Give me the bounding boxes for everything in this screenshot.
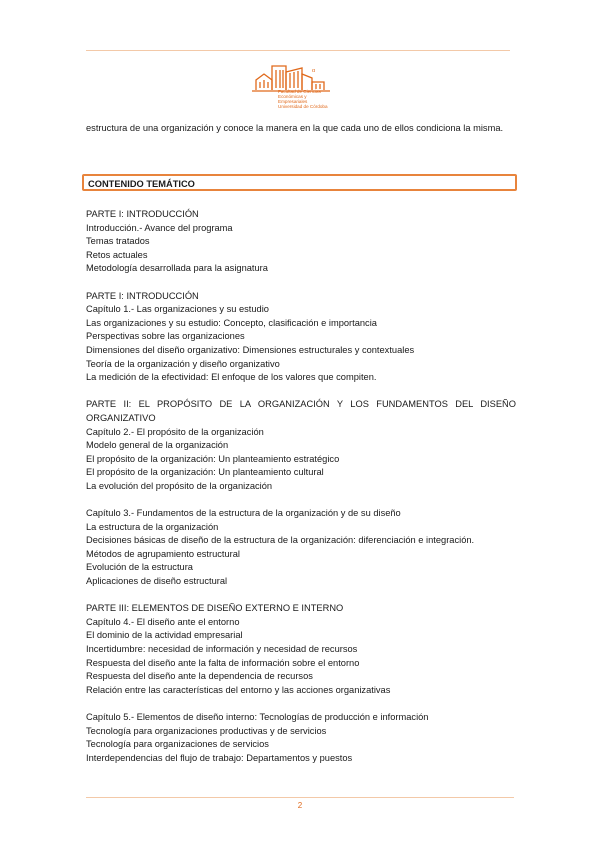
toc-line: Capítulo 3.- Fundamentos de la estructura de la organización y de su diseño bbox=[86, 508, 401, 519]
toc-line: Capítulo 4.- El diseño ante el entorno bbox=[86, 616, 240, 627]
intro-paragraph: estructura de una organización y conoce la manera en la que cada uno de ellos condiciona la misma. bbox=[86, 123, 504, 133]
toc-line: La estructura de la organización bbox=[86, 521, 219, 532]
toc-line: Temas tratados bbox=[86, 236, 150, 247]
toc-line: PARTE I: INTRODUCCIÓN bbox=[86, 209, 199, 219]
toc-line: Retos actuales bbox=[86, 249, 148, 260]
toc-line: Incertidumbre: necesidad de información y necesidad de recursos bbox=[86, 644, 358, 654]
header-divider bbox=[86, 50, 510, 51]
svg-text:α: α bbox=[312, 68, 316, 74]
toc-line: Capítulo 1.- Las organizaciones y su estudio bbox=[86, 304, 269, 315]
toc-line: PARTE III: ELEMENTOS DE DISEÑO EXTERNO E INTERNO bbox=[86, 603, 344, 614]
section-title: CONTENIDO TEMÁTICO bbox=[88, 179, 195, 189]
block-spacer bbox=[86, 276, 516, 290]
toc-line: Tecnología para organizaciones de servicios bbox=[86, 739, 269, 750]
toc-line: Teoría de la organización y diseño organizativo bbox=[86, 358, 280, 369]
toc-line: Decisiones básicas de diseño de la estructura de la organización: diferenciación e integración. bbox=[86, 535, 475, 546]
logo-text-line: Económicas y Empresariales bbox=[278, 94, 308, 104]
toc-line: Interdependencias del flujo de trabajo: Departamentos y puestos bbox=[86, 752, 353, 763]
logo-text bbox=[278, 89, 336, 109]
toc-line: Introducción.- Avance del programa bbox=[86, 222, 233, 233]
toc-line: Tecnología para organizaciones productivas y de servicios bbox=[86, 725, 327, 736]
faculty-logo bbox=[250, 60, 336, 114]
toc-line: El propósito de la organización: Un planteamiento cultural bbox=[86, 467, 324, 478]
part-heading: PARTE II: EL PROPÓSITO DE LA ORGANIZACIÓN Y LOS FUNDAMENTOS DEL DISEÑO ORGANIZATIVO bbox=[86, 399, 516, 423]
block-spacer bbox=[86, 589, 516, 603]
toc-line: Evolución de la estructura bbox=[86, 562, 193, 573]
toc-line: Relación entre las características del entorno y las acciones organizativas bbox=[86, 684, 391, 695]
toc-line: Respuesta del diseño ante la falta de información sobre el entorno bbox=[86, 657, 360, 668]
contents-list bbox=[86, 208, 516, 765]
toc-line: Modelo general de la organización bbox=[86, 440, 229, 451]
toc-line: Dimensiones del diseño organizativo: Dimensiones estructurales y contextuales bbox=[86, 344, 415, 355]
footer-divider bbox=[86, 797, 514, 798]
logo-text-line: Facultad de Ciencias bbox=[278, 89, 321, 94]
toc-line: PARTE I: INTRODUCCIÓN bbox=[86, 290, 199, 301]
toc-line: Capítulo 2.- El propósito de la organización bbox=[86, 426, 264, 437]
logo-text-line: Universidad de Córdoba bbox=[278, 104, 328, 109]
toc-line: Métodos de agrupamiento estructural bbox=[86, 548, 241, 559]
toc-line: La medición de la efectividad: El enfoque de los valores que compiten. bbox=[86, 372, 377, 383]
toc-line: Capítulo 5.- Elementos de diseño interno: Tecnologías de producción e información bbox=[86, 711, 429, 722]
block-spacer bbox=[86, 697, 516, 711]
toc-line: Metodología desarrollada para la asignatura bbox=[86, 263, 268, 274]
toc-line: La evolución del propósito de la organización bbox=[86, 480, 273, 491]
toc-line: Aplicaciones de diseño estructural bbox=[86, 576, 228, 587]
toc-line: Perspectivas sobre las organizaciones bbox=[86, 331, 245, 342]
toc-line: Las organizaciones y su estudio: Concepto, clasificación e importancia bbox=[86, 317, 377, 328]
page-number: 2 bbox=[297, 801, 303, 810]
toc-line: Respuesta del diseño ante la dependencia de recursos bbox=[86, 671, 313, 682]
toc-line: El dominio de la actividad empresarial bbox=[86, 630, 243, 641]
block-spacer bbox=[86, 385, 516, 399]
block-spacer bbox=[86, 493, 516, 507]
section-heading-box bbox=[82, 174, 517, 191]
toc-line: El propósito de la organización: Un planteamiento estratégico bbox=[86, 453, 340, 464]
